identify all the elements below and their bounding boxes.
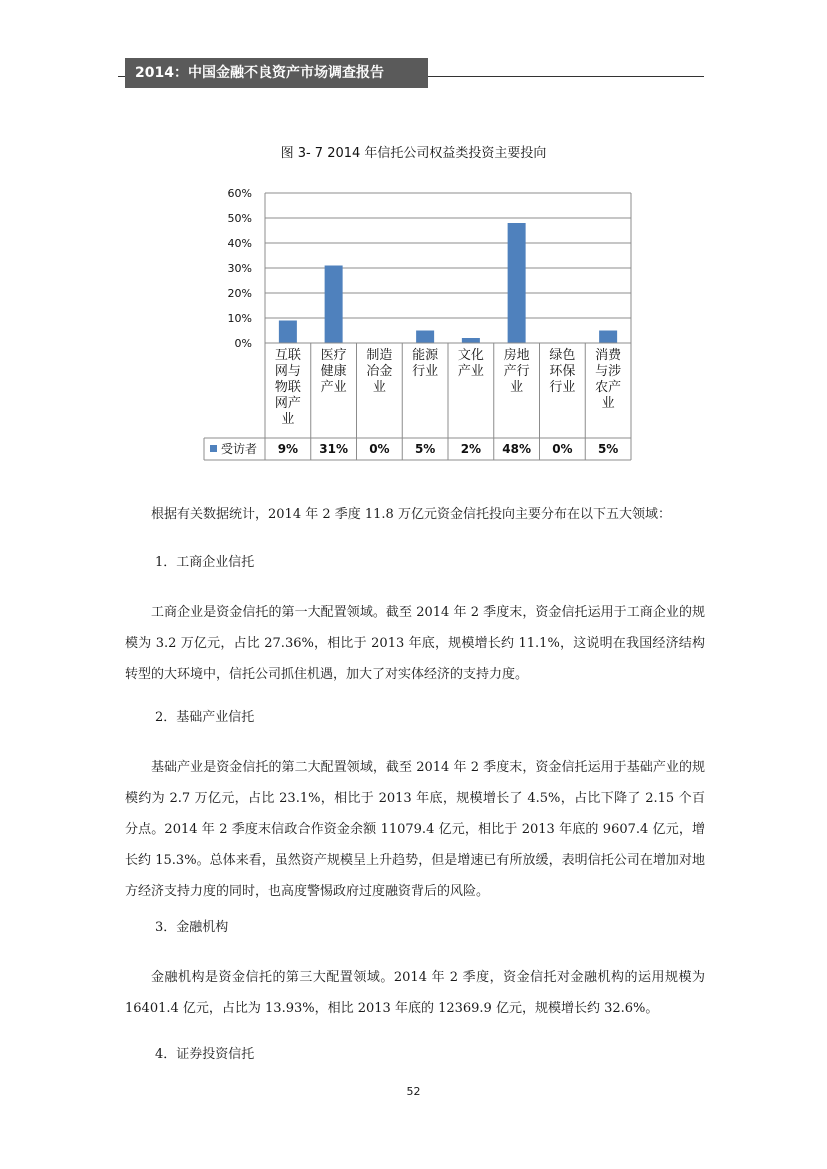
x-category-label: 能源行业 bbox=[412, 348, 439, 379]
legend-swatch bbox=[210, 445, 217, 452]
paragraph-1: 工商企业是资金信托的第一大配置领域。截至 2014 年 2 季度末，资金信托运用于工商企业的规模为 3.2 万亿元，占比 27.36%，相比于 2013 年底，规模增长约 11.1%，这说明在我国经济结构转型的大环境中，信托公司抓住机遇，加大了对实体经济的支持力度。 bbox=[125, 605, 705, 682]
y-tick-label: 10% bbox=[227, 312, 252, 325]
x-category-label: 消费与涉农产业 bbox=[595, 348, 622, 411]
x-category-label: 医疗健康产业 bbox=[320, 348, 347, 395]
y-tick-label: 30% bbox=[227, 262, 252, 275]
data-label: 2% bbox=[460, 442, 482, 456]
data-label: 0% bbox=[552, 442, 573, 456]
y-tick-label: 50% bbox=[227, 212, 252, 225]
bar bbox=[325, 266, 343, 344]
data-label: 48% bbox=[502, 442, 531, 456]
bar bbox=[599, 331, 617, 344]
data-label: 5% bbox=[414, 442, 436, 456]
bar bbox=[462, 338, 480, 343]
figure-title: 图 3- 7 2014 年信托公司权益类投资主要投向 bbox=[280, 146, 547, 161]
x-category-label: 制造冶金业 bbox=[366, 348, 393, 395]
section-heading-2: 2．基础产业信托 bbox=[155, 710, 255, 725]
y-tick-label: 40% bbox=[227, 237, 252, 250]
paragraph-3: 金融机构是资金信托的第三大配置领域。2014 年 2 季度，资金信托对金融机构的运用规模为 16401.4 亿元，占比为 13.93%，相比 2013 年底的 12369.9 亿元，规模增长约 32.6%。 bbox=[125, 970, 705, 1016]
paragraph-2: 基础产业是资金信托的第二大配置领域，截至 2014 年 2 季度末，资金信托运用于基础产业的规模约为 2.7 万亿元，占比 23.1%，相比于 2013 年底，规模增长了 4.5%，占比下降了 2.15 个百分点。2014 年 2 季度末信政合作资金余额 11079.4 亿元，相比于 2013 年底的 9607.4 亿元，增长约 15.3%。总体来看，虽然资产规模呈上升趋势，但是增速已有所放缓，表明信托公司在增加对地方经济支持力度的同时，也高度警惕政府过度融资背后的风险。 bbox=[125, 760, 705, 899]
report-header-title: 2014：中国金融不良资产市场调查报告 bbox=[125, 58, 428, 88]
bar-chart bbox=[0, 0, 827, 470]
x-category-label: 绿色环保行业 bbox=[549, 348, 576, 395]
bar bbox=[416, 331, 434, 344]
y-tick-label: 60% bbox=[227, 187, 252, 200]
section-heading-3: 3．金融机构 bbox=[155, 920, 229, 935]
x-category-label: 房地产行业 bbox=[503, 348, 530, 395]
data-label: 0% bbox=[369, 442, 390, 456]
intro-paragraph: 根据有关数据统计，2014 年 2 季度 11.8 万亿元资金信托投向主要分布在以下五大领域： bbox=[151, 507, 671, 522]
legend-label: 受访者 bbox=[221, 442, 258, 456]
data-label: 5% bbox=[597, 442, 619, 456]
section-heading-4: 4．证券投资信托 bbox=[155, 1047, 255, 1062]
data-label: 31% bbox=[319, 442, 348, 456]
x-category-label: 互联网与物联网产业 bbox=[274, 348, 301, 427]
y-tick-label: 20% bbox=[227, 287, 252, 300]
bar bbox=[508, 223, 526, 343]
x-category-label: 文化产业 bbox=[457, 348, 484, 379]
y-tick-label: 0% bbox=[234, 337, 252, 350]
section-heading-1: 1．工商企业信托 bbox=[155, 555, 255, 570]
data-label: 9% bbox=[277, 442, 299, 456]
page-number: 52 bbox=[406, 1085, 421, 1098]
bar bbox=[279, 321, 297, 344]
